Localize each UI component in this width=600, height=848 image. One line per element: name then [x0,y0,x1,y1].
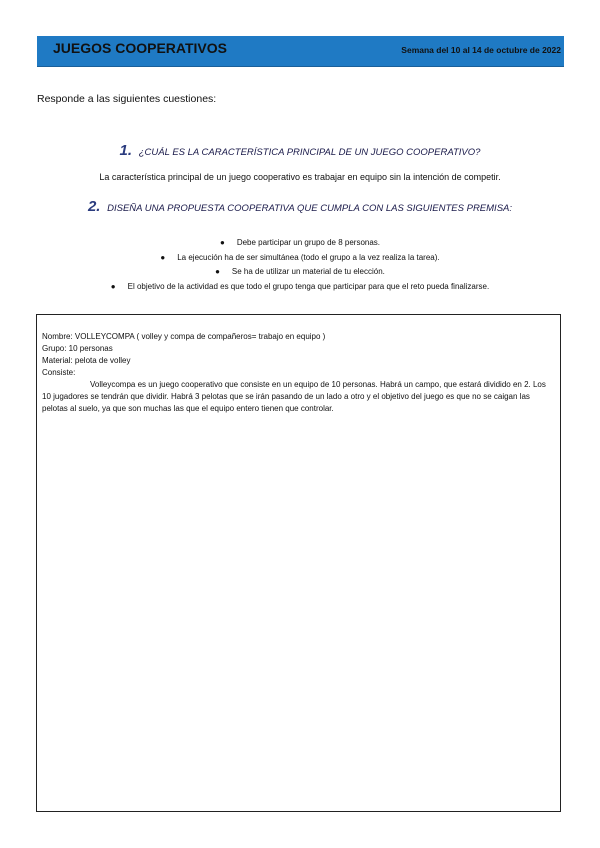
bullet-icon: ● [110,281,116,291]
proposal-consists-label: Consiste: [42,368,76,377]
list-item: ● Se ha de utilizar un material de tu elección. [215,267,385,276]
proposal-material: Material: pelota de volley [42,356,131,365]
question-2 [0,198,600,215]
proposal-description: Volleycompa es un juego cooperativo que consiste en un equipo de 10 personas. Habrá un campo, que estará dividido en 2. Los 10 jugadores se tendrán que dividir. Habrá 3 pelotas que se irán pasando de un lado a otro y el objetivo del juego es que no se caigan las pelotas al suelo, ya que son muchas las que el equipo entero tienen que controlar. [42,380,546,413]
proposal-name: Nombre: VOLLEYCOMPA ( volley y compa de compañeros= trabajo en equipo ) [42,332,326,341]
question-1 [0,142,600,159]
proposal-content [42,331,554,415]
question-1-number: 1. [119,142,133,159]
question-1-text: ¿CUÁL ES LA CARACTERÍSTICA PRINCIPAL DE UN JUEGO COOPERATIVO? [138,147,481,158]
list-item: ● Debe participar un grupo de 8 personas. [219,238,381,247]
bullet-icon: ● [160,252,166,262]
list-item: ● La ejecución ha de ser simultánea (todo el grupo a la vez realiza la tarea). [160,252,440,262]
week-label: Semana del 10 al 14 de octubre de 2022 [401,45,561,55]
answer-box [36,314,561,812]
proposal-group: Grupo: 10 personas [42,344,113,353]
bullet-icon: ● [215,267,220,276]
question-2-number: 2. [87,198,101,215]
bullet-icon: ● [219,238,225,247]
question-2-text: DISEÑA UNA PROPUESTA COOPERATIVA QUE CUMPLA CON LAS SIGUIENTES PREMISA: [107,203,513,214]
list-item: ● El objetivo de la actividad es que todo el grupo tenga que participar para que el reto pueda finalizarse. [110,281,490,291]
instructions: Responde a las siguientes cuestiones: [37,93,217,105]
document-title: JUEGOS COOPERATIVOS [53,40,227,56]
header-bar [37,36,564,67]
answer-1: La característica principal de un juego cooperativo es trabajar en equipo sin la intención de competir. [99,172,501,182]
premise-list [0,236,600,294]
